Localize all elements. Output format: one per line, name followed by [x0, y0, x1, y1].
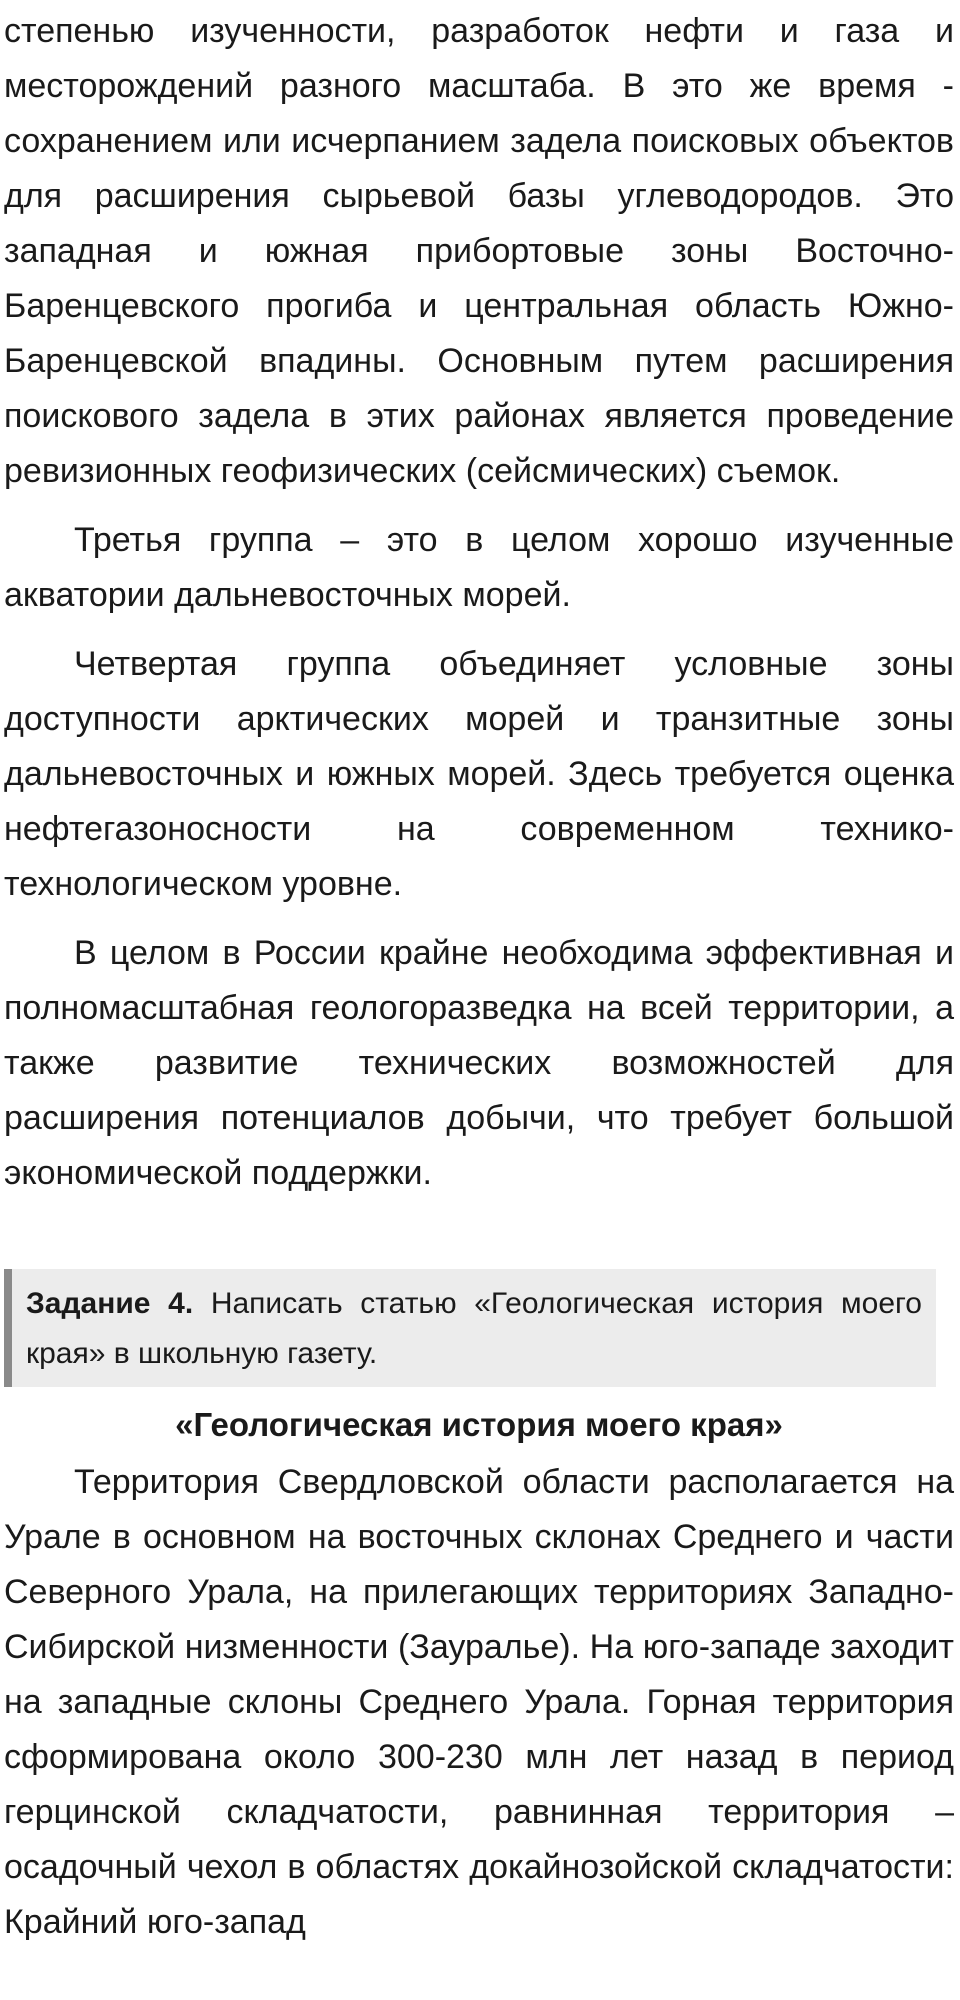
article-title: «Геологическая история моего края» — [175, 1406, 783, 1443]
paragraph-third-group: Третья группа – это в целом хорошо изученные акватории дальневосточных морей. — [4, 521, 954, 614]
paragraph-conclusion: В целом в России крайне необходима эффективная и полномасштабная геологоразведка на всей территории, а также развитие технических возможностей для расширения потенциалов добычи, что требует большой экономической поддержки. — [4, 934, 954, 1192]
paragraph-fourth-group: Четвертая группа объединяет условные зоны доступности арктических морей и транзитные зоны дальневосточных и южных морей. Здесь требуется оценка нефтегазоносности на современном технико-технологическом уровне. — [4, 645, 954, 903]
paragraph-second-group-continued: степенью изученности, разработок нефти и газа и месторождений разного масштаба. В это же время - сохранением или исчерпанием задела поисковых объектов для расширения сырьевой базы углеводородов. Это западная и южная прибортовые зоны Восточно-Баренцевского прогиба и центральная область Южно-Баренцевской впадины. Основным путем расширения поискового задела в этих районах является проведение ревизионных геофизических (сейсмических) съемок. — [4, 12, 954, 490]
task-text — [26, 1279, 922, 1379]
task-description: Написать статью «Геологическая история моего края» в школьную газету. — [26, 1287, 922, 1370]
article-body: Территория Свердловской области располагается на Урале в основном на восточных склонах Среднего и части Северного Урала, на прилегающих территориях Западно-Сибирской низменности (Зауралье). На юго-западе заходит на западные склоны Среднего Урала. Горная территория сформирована около 300-230 млн лет назад в период герцинской складчатости, равнинная территория – осадочный чехол в областях докайнозойской складчатости: Крайний юго-запад — [4, 1463, 954, 1941]
task-callout — [4, 1269, 936, 1387]
task-label: Задание 4. — [26, 1287, 194, 1320]
